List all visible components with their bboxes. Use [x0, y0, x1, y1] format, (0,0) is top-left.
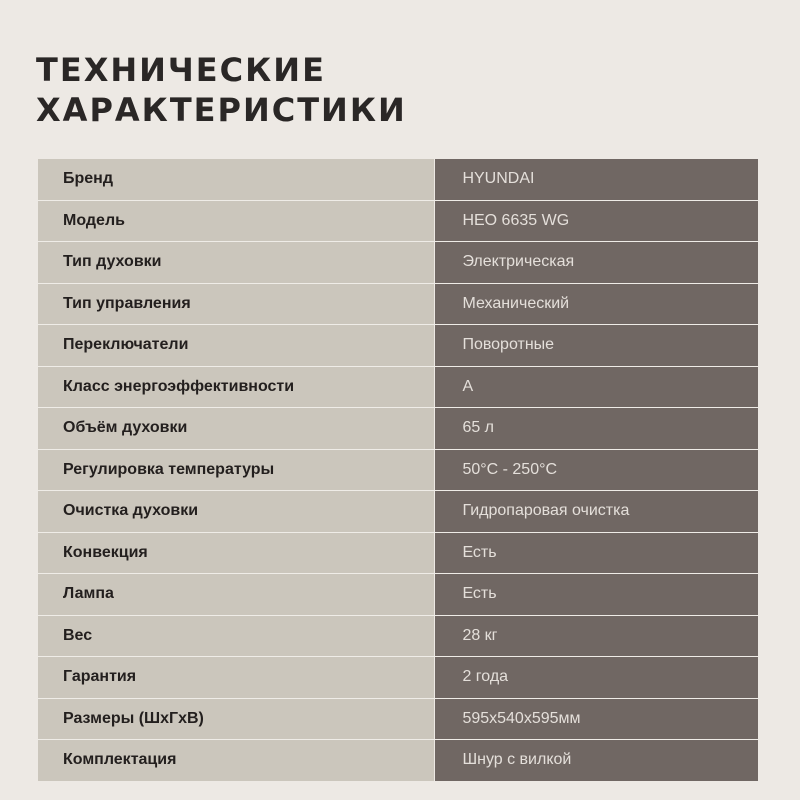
spec-value: 65 л — [435, 408, 758, 449]
spec-key: Комплектация — [38, 740, 434, 781]
spec-key: Лампа — [38, 574, 434, 615]
page-title-line-2: ХАРАКТЕРИСТИКИ — [36, 91, 407, 129]
spec-value: HYUNDAI — [435, 159, 758, 200]
spec-value: Поворотные — [435, 325, 758, 366]
spec-key: Тип духовки — [38, 242, 434, 283]
spec-row-cleaning — [38, 490, 758, 532]
spec-table — [38, 159, 758, 781]
spec-value: 595x540x595мм — [435, 699, 758, 740]
spec-key: Вес — [38, 616, 434, 657]
spec-row-volume — [38, 407, 758, 449]
spec-key: Конвекция — [38, 533, 434, 574]
spec-row-control-type — [38, 283, 758, 325]
spec-row-temperature — [38, 449, 758, 491]
page-title-line-1: ТЕХНИЧЕСКИЕ — [36, 51, 326, 89]
spec-row-model — [38, 200, 758, 242]
spec-value: Есть — [435, 574, 758, 615]
spec-key: Размеры (ШхГхВ) — [38, 699, 434, 740]
spec-row-brand — [38, 159, 758, 200]
spec-row-dimensions — [38, 698, 758, 740]
spec-row-weight — [38, 615, 758, 657]
spec-value: A — [435, 367, 758, 408]
spec-key: Тип управления — [38, 284, 434, 325]
spec-row-warranty — [38, 656, 758, 698]
spec-value: Электрическая — [435, 242, 758, 283]
spec-value: HEO 6635 WG — [435, 201, 758, 242]
spec-key: Очистка духовки — [38, 491, 434, 532]
spec-row-convection — [38, 532, 758, 574]
spec-value: Механический — [435, 284, 758, 325]
spec-key: Бренд — [38, 159, 434, 200]
spec-key: Класс энергоэффективности — [38, 367, 434, 408]
spec-row-energy-class — [38, 366, 758, 408]
spec-row-package — [38, 739, 758, 781]
spec-row-lamp — [38, 573, 758, 615]
spec-value: 28 кг — [435, 616, 758, 657]
spec-row-oven-type — [38, 241, 758, 283]
spec-value: Гидропаровая очистка — [435, 491, 758, 532]
spec-value: Есть — [435, 533, 758, 574]
spec-value: Шнур с вилкой — [435, 740, 758, 781]
spec-key: Модель — [38, 201, 434, 242]
page-title — [36, 50, 407, 130]
spec-value: 50°C - 250°C — [435, 450, 758, 491]
spec-key: Гарантия — [38, 657, 434, 698]
spec-value: 2 года — [435, 657, 758, 698]
spec-key: Переключатели — [38, 325, 434, 366]
spec-key: Объём духовки — [38, 408, 434, 449]
spec-key: Регулировка температуры — [38, 450, 434, 491]
spec-row-switches — [38, 324, 758, 366]
